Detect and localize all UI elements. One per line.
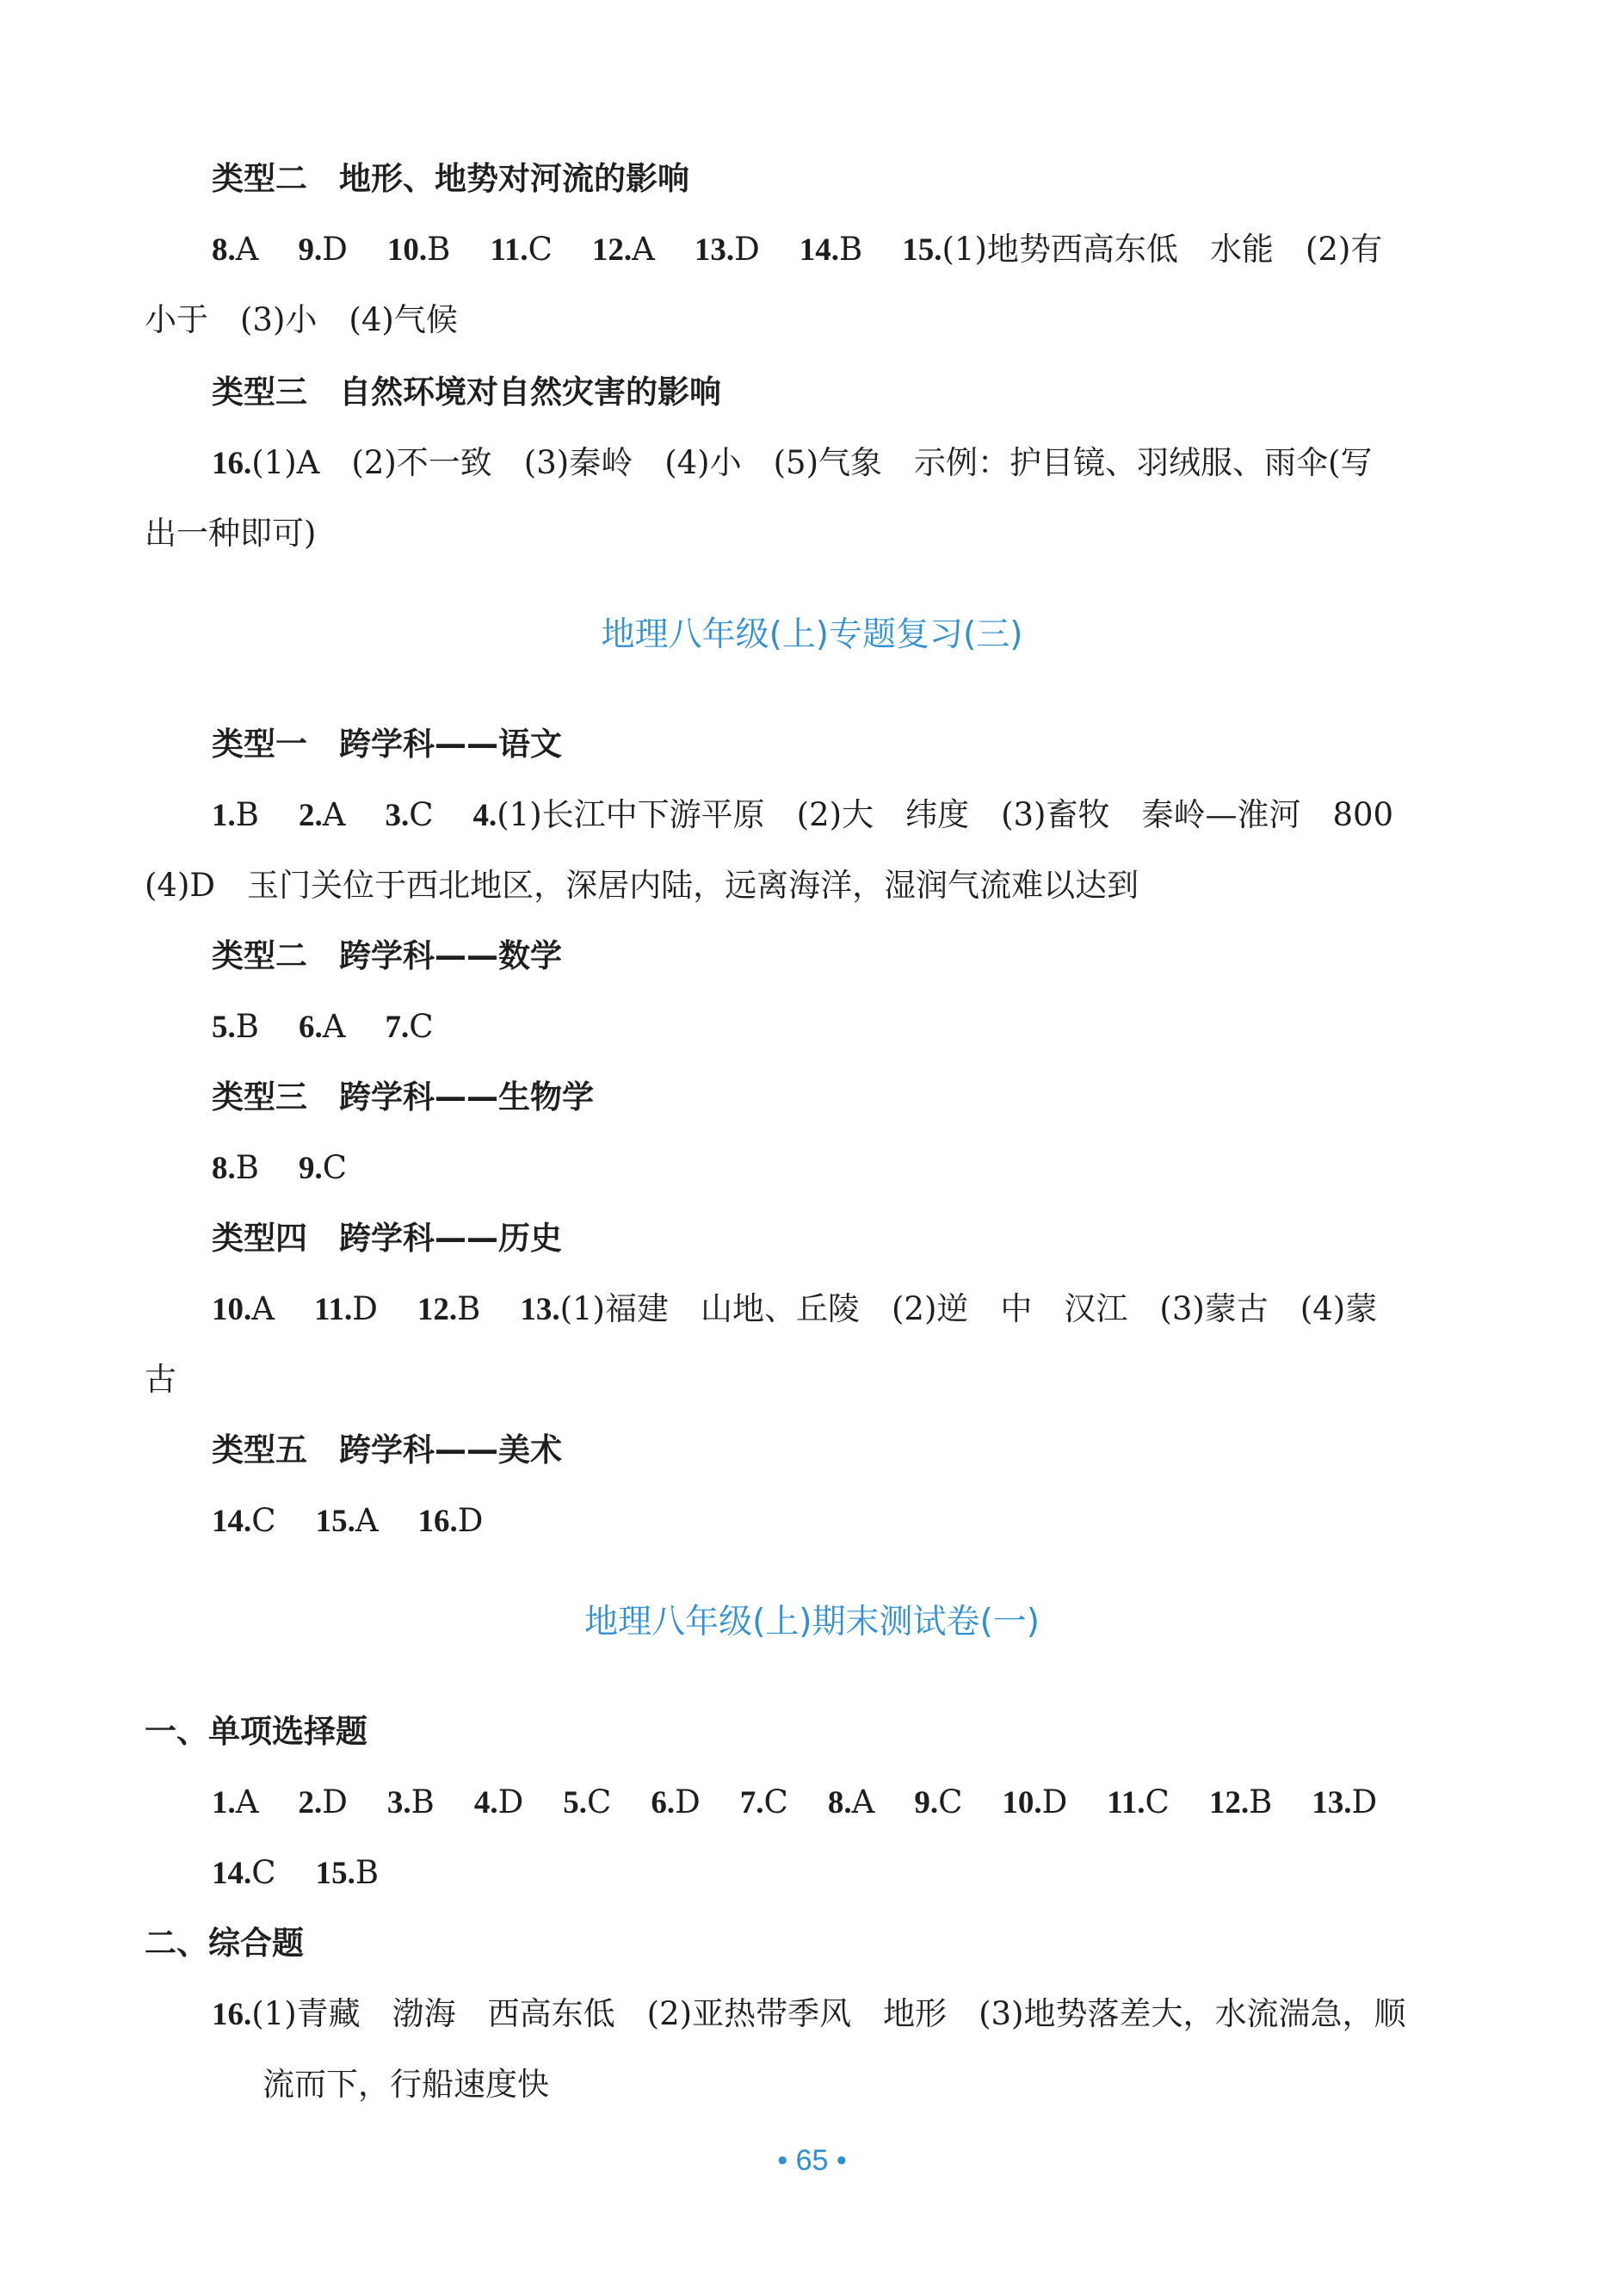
answer-text: D bbox=[675, 1783, 701, 1820]
answer-text: A bbox=[322, 796, 346, 833]
answer-item bbox=[800, 231, 862, 269]
question-number: 13. bbox=[694, 232, 735, 268]
question-number: 9. bbox=[914, 1785, 939, 1820]
question-number: 16. bbox=[212, 446, 252, 481]
answer-item bbox=[474, 1783, 523, 1822]
question-number: 12. bbox=[591, 232, 633, 268]
question-number: 11. bbox=[313, 1292, 353, 1327]
answer-item bbox=[387, 231, 450, 269]
part-heading: 一、单项选择题 bbox=[145, 1713, 367, 1750]
answer-item bbox=[212, 231, 258, 269]
question-number: 14. bbox=[799, 232, 840, 268]
question-number: 15. bbox=[315, 1856, 355, 1891]
type-heading: 类型二 跨学科——数学 bbox=[212, 937, 562, 974]
answer-text: C bbox=[251, 1502, 276, 1539]
answer-text: B bbox=[235, 1008, 259, 1045]
answer-text: C bbox=[1145, 1783, 1170, 1820]
question-number: 7. bbox=[739, 1785, 764, 1820]
answer-text: A bbox=[851, 1783, 875, 1820]
answer-text: A bbox=[355, 1502, 379, 1539]
answer-line bbox=[212, 444, 1372, 483]
answer-item bbox=[212, 1854, 276, 1893]
answer-line: (4)D 玉门关位于西北地区，深居内陆，远离海洋，湿润气流难以达到 bbox=[145, 867, 1139, 904]
answer-item bbox=[1002, 1783, 1067, 1822]
answer-text: B bbox=[1249, 1783, 1273, 1820]
answer-item bbox=[316, 1854, 379, 1893]
question-number: 9. bbox=[298, 232, 323, 268]
answer-line bbox=[212, 231, 1382, 269]
answer-text: D bbox=[322, 231, 348, 268]
question-number: 12. bbox=[417, 1292, 458, 1327]
answer-text: B bbox=[411, 1783, 435, 1820]
answer-item bbox=[385, 796, 433, 835]
answer-text: C bbox=[528, 231, 553, 268]
type-heading: 类型五 跨学科——美术 bbox=[212, 1431, 562, 1468]
answer-text: D bbox=[497, 1783, 524, 1820]
answer-text: B bbox=[427, 231, 451, 268]
answer-item bbox=[490, 231, 553, 269]
answer-text: C bbox=[938, 1783, 963, 1820]
answer-text: C bbox=[587, 1783, 612, 1820]
answer-item bbox=[212, 1783, 258, 1822]
answer-text: (1)A (2)不一致 (3)秦岭 (4)小 (5)气象 示例：护目镜、羽绒服、雨伞(写 bbox=[251, 444, 1373, 481]
question-number: 3. bbox=[385, 798, 410, 833]
answer-text: B bbox=[235, 1149, 259, 1186]
question-number: 13. bbox=[1312, 1785, 1352, 1820]
answer-text: A bbox=[322, 1008, 346, 1045]
answer-text: C bbox=[409, 1008, 434, 1045]
answer-item bbox=[418, 1502, 484, 1541]
question-number: 6. bbox=[651, 1785, 676, 1820]
question-number: 6. bbox=[298, 1010, 323, 1045]
answer-item bbox=[914, 1783, 962, 1822]
question-number: 14. bbox=[212, 1504, 252, 1539]
answer-line bbox=[212, 1854, 379, 1893]
answer-text: C bbox=[409, 796, 434, 833]
question-number: 11. bbox=[1107, 1785, 1145, 1820]
answer-line: 出一种即可) bbox=[145, 515, 317, 552]
answer-item bbox=[212, 1502, 276, 1541]
answer-line bbox=[212, 1502, 483, 1541]
section-title: 地理八年级(上)期末测试卷(一) bbox=[584, 1603, 1040, 1641]
answer-text: A bbox=[235, 1783, 259, 1820]
answer-line bbox=[212, 796, 1393, 835]
answer-item bbox=[520, 1290, 1377, 1329]
answer-text: (1)青藏 渤海 西高东低 (2)亚热带季风 地形 (3)地势落差大，水流湍急，顺 bbox=[251, 1995, 1406, 2032]
question-number: 5. bbox=[212, 1010, 236, 1045]
answer-item bbox=[299, 1149, 347, 1188]
answer-text: B bbox=[839, 231, 863, 268]
answer-item bbox=[314, 1290, 378, 1329]
type-heading: 类型一 跨学科——语文 bbox=[212, 726, 562, 763]
question-number: 1. bbox=[212, 1785, 236, 1820]
answer-text: (1)福建 山地、丘陵 (2)逆 中 汉江 (3)蒙古 (4)蒙 bbox=[559, 1290, 1378, 1327]
question-number: 2. bbox=[298, 1785, 323, 1820]
answer-text: B bbox=[457, 1290, 481, 1327]
question-number: 1. bbox=[212, 798, 236, 833]
section-title: 地理八年级(上)专题复习(三) bbox=[601, 615, 1023, 654]
part-heading: 二、综合题 bbox=[145, 1925, 304, 1962]
question-number: 9. bbox=[298, 1151, 323, 1186]
question-number: 8. bbox=[827, 1785, 852, 1820]
answer-text: (1)地势西高东低 水能 (2)有 bbox=[942, 231, 1383, 268]
question-number: 7. bbox=[385, 1010, 410, 1045]
type-heading: 类型四 跨学科——历史 bbox=[212, 1220, 562, 1257]
answer-item bbox=[385, 1008, 433, 1047]
answer-line bbox=[212, 1008, 434, 1047]
question-number: 2. bbox=[298, 798, 323, 833]
answer-item bbox=[417, 1290, 480, 1329]
answer-text: C bbox=[322, 1149, 348, 1186]
answer-item bbox=[828, 1783, 874, 1822]
answer-item bbox=[298, 231, 347, 269]
answer-text: C bbox=[251, 1854, 276, 1891]
answer-text: A bbox=[251, 1290, 275, 1327]
answer-item bbox=[473, 796, 1394, 835]
answer-item bbox=[212, 1149, 259, 1188]
answer-text: D bbox=[352, 1290, 378, 1327]
question-number: 15. bbox=[315, 1504, 355, 1539]
answer-text: B bbox=[355, 1854, 380, 1891]
question-number: 5. bbox=[563, 1785, 588, 1820]
question-number: 10. bbox=[212, 1292, 252, 1327]
question-number: 12. bbox=[1208, 1785, 1250, 1820]
answer-text: A bbox=[632, 231, 655, 268]
answer-item bbox=[592, 231, 655, 269]
question-number: 11. bbox=[490, 232, 528, 268]
answer-text: D bbox=[734, 231, 760, 268]
answer-item bbox=[299, 1008, 345, 1047]
question-number: 8. bbox=[212, 232, 236, 268]
answer-item bbox=[1209, 1783, 1272, 1822]
answer-text: A bbox=[235, 231, 259, 268]
question-number: 10. bbox=[386, 232, 428, 268]
answer-line bbox=[212, 1149, 347, 1188]
answer-item bbox=[212, 1008, 259, 1047]
answer-text: D bbox=[1351, 1783, 1378, 1820]
answer-item bbox=[316, 1502, 379, 1541]
question-number: 13. bbox=[520, 1292, 560, 1327]
answer-item bbox=[212, 796, 259, 835]
answer-item bbox=[1107, 1783, 1170, 1822]
question-number: 3. bbox=[386, 1785, 411, 1820]
answer-line: 古 bbox=[145, 1361, 176, 1398]
type-heading: 类型三 跨学科——生物学 bbox=[212, 1079, 594, 1116]
answer-text: D bbox=[457, 1502, 484, 1539]
question-number: 4. bbox=[472, 798, 497, 833]
answer-item bbox=[651, 1783, 700, 1822]
answer-text: (1)长江中下游平原 (2)大 纬度 (3)畜牧 秦岭—淮河 800 bbox=[497, 796, 1394, 833]
answer-text: C bbox=[763, 1783, 788, 1820]
answer-line bbox=[212, 1995, 1405, 2034]
answer-item bbox=[563, 1783, 611, 1822]
question-number: 8. bbox=[212, 1151, 236, 1186]
answer-line: 小于 (3)小 (4)气候 bbox=[145, 301, 458, 338]
type-heading: 类型三 自然环境对自然灾害的影响 bbox=[212, 374, 721, 411]
type-heading: 类型二 地形、地势对河流的影响 bbox=[212, 160, 689, 197]
answer-item bbox=[298, 1783, 347, 1822]
answer-text: D bbox=[322, 1783, 348, 1820]
page-number: • 65 • bbox=[777, 2144, 847, 2177]
question-number: 15. bbox=[902, 232, 942, 268]
question-number: 10. bbox=[1002, 1785, 1042, 1820]
answer-line bbox=[212, 1290, 1377, 1329]
answer-line: 流而下，行船速度快 bbox=[262, 2066, 549, 2103]
answer-item bbox=[902, 231, 1382, 269]
question-number: 16. bbox=[212, 1997, 252, 2032]
answer-item bbox=[695, 231, 760, 269]
answer-line bbox=[212, 1783, 1377, 1822]
answer-item bbox=[387, 1783, 435, 1822]
answer-item bbox=[740, 1783, 788, 1822]
question-number: 4. bbox=[473, 1785, 498, 1820]
answer-item bbox=[212, 1290, 275, 1329]
answer-item bbox=[1312, 1783, 1377, 1822]
answer-text: B bbox=[235, 796, 259, 833]
question-number: 14. bbox=[212, 1856, 252, 1891]
answer-item bbox=[299, 796, 345, 835]
answer-text: D bbox=[1041, 1783, 1068, 1820]
question-number: 16. bbox=[417, 1504, 458, 1539]
